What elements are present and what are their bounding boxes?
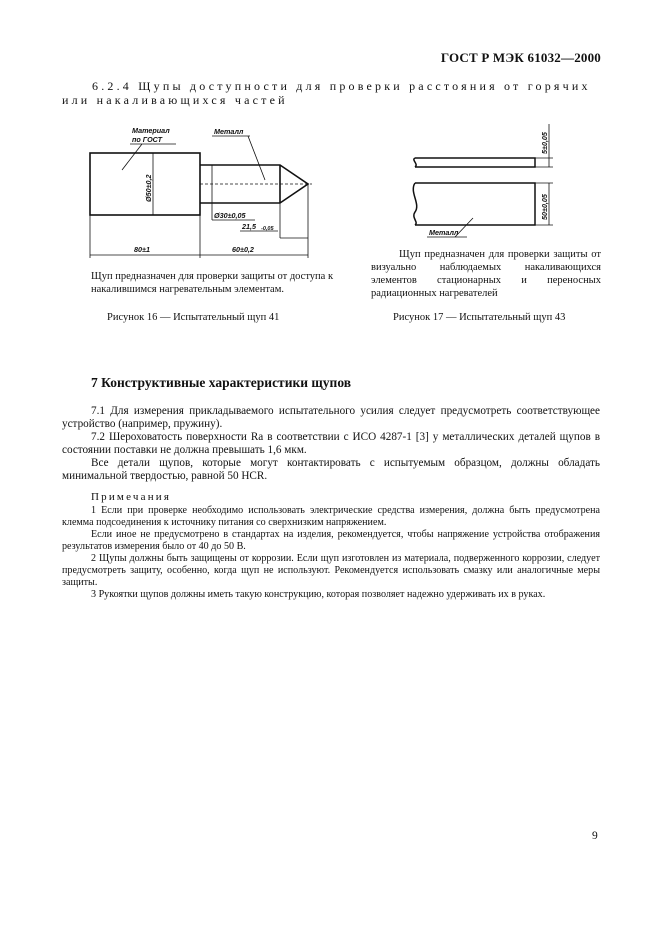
note-2 bbox=[62, 553, 600, 590]
note-1-text: 1 Если при проверке необходимо использовать электрические средства измерения, должна быть предусмотрена клемма подсоединения к источнику питания со сверхнизким напряжением. bbox=[62, 505, 600, 529]
figure-16-description: Щуп предназначен для проверки защиты от доступа к накалившимся нагревательным элементам. bbox=[91, 271, 334, 295]
fig16-diameter-tip: Ø30±0,05 bbox=[214, 211, 246, 220]
paragraph-hardness-text: Все детали щупов, которые могут контактировать с испытуемым образцом, должны обладать минимальной твердостью, равной 50 HCR. bbox=[62, 457, 600, 483]
note-1b bbox=[62, 529, 600, 553]
paragraph-7-2 bbox=[62, 431, 600, 457]
probe-thin-plate bbox=[415, 158, 535, 167]
document-header: ГОСТ Р МЭК 61032—2000 bbox=[440, 50, 601, 65]
note-1 bbox=[62, 505, 600, 529]
probe-thick-plate bbox=[415, 183, 535, 225]
note-1b-text: Если иное не предусмотрено в стандартах на изделия, рекомендуется, чтобы напряжение устройства отображения результатов измерения было от 40 до 50 В. bbox=[62, 529, 600, 553]
fig17-dim-thick: 50±0,05 bbox=[540, 194, 549, 220]
note-2-text: 2 Щупы должны быть защищены от коррозии. Если щуп изготовлен из материала, подверженного коррозии, следует предусмотреть защиту, особенно, когда щуп не используют. Рекомендуется использовать смазку или аналогичные меры защиты. bbox=[62, 553, 600, 589]
notes-heading: Примечания bbox=[91, 491, 172, 503]
fig16-dim-80: 80±1 bbox=[134, 245, 150, 254]
fig16-metal-label: Металл bbox=[214, 127, 244, 136]
paragraph-7-1 bbox=[62, 405, 600, 431]
fig17-metal-label: Металл bbox=[429, 228, 459, 237]
figure-17-caption: Рисунок 17 — Испытательный щуп 43 bbox=[393, 312, 566, 323]
paragraph-7-1-text: 7.1 Для измерения прикладываемого испытательного усилия следует предусмотреть соответствующее устройство (например, пружину). bbox=[62, 405, 600, 431]
section-7-heading: 7 Конструктивные характеристики щупов bbox=[91, 375, 352, 390]
section-6-2-4-title: 6.2.4 Щупы доступности для проверки расстояния от горячих или накаливающихся частей bbox=[62, 79, 591, 107]
note-3-text: 3 Рукоятки щупов должны иметь такую конструкцию, которая позволяет надежно удерживать их в руках. bbox=[91, 589, 546, 600]
paragraph-hardness bbox=[62, 457, 600, 483]
fig16-material-label: Материал bbox=[132, 126, 170, 135]
figure-17-description: Щуп предназначен для проверки защиты от визуально наблюдаемых накаливающихся элементов стационарных и переносных радиационных нагревателей bbox=[371, 249, 601, 299]
figure-16-caption: Рисунок 16 — Испытательный щуп 41 bbox=[107, 312, 280, 323]
fig16-diameter-body: Ø50±0,2 bbox=[144, 174, 153, 202]
note-3 bbox=[62, 589, 600, 601]
page-number: 9 bbox=[592, 830, 598, 842]
paragraph-7-2-text: 7.2 Шероховатость поверхности Ra в соответствии с ИСО 4287-1 [3] у металлических деталей щупов в состоянии поставки не должна превышать 1,6 мкм. bbox=[62, 431, 600, 457]
figure-17-drawing bbox=[405, 120, 565, 245]
fig17-dim-thin: 5±0,05 bbox=[540, 132, 549, 154]
fig16-material-label-2: по ГОСТ bbox=[132, 135, 162, 144]
fig16-dim-21-5: 21,5 bbox=[242, 222, 256, 231]
figure-16-drawing bbox=[80, 120, 320, 260]
fig16-dim-60: 60±0,2 bbox=[232, 245, 254, 254]
fig16-dim-21-5-tol: -0,05 bbox=[261, 226, 274, 232]
